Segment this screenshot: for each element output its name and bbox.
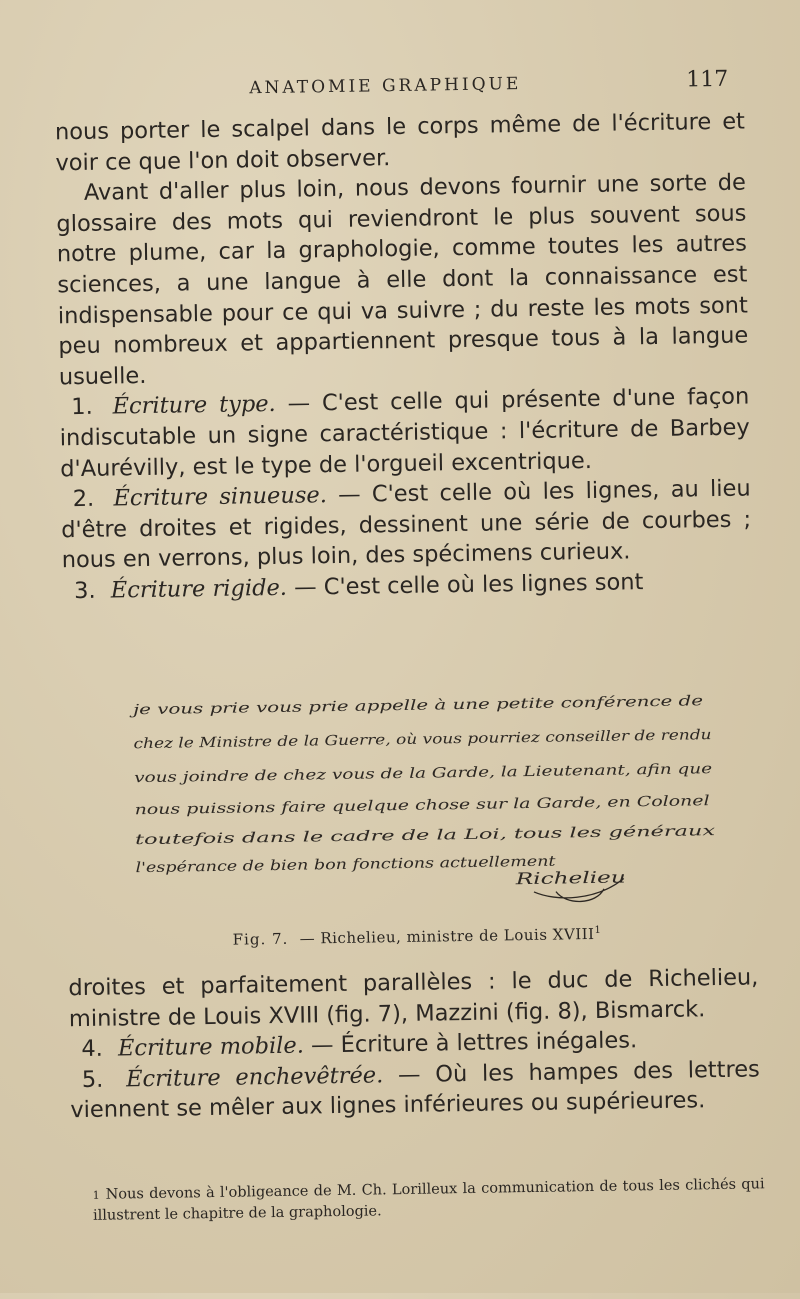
caption-text: — Richelieu, ministre de Louis XVIII: [299, 924, 595, 948]
page-number: 117: [686, 66, 729, 93]
item-term: Écriture enchevêtrée.: [125, 1062, 384, 1093]
handwriting-line: chez le Ministre de la Guerre, où vous pourriez conseiller de rendu: [133, 728, 611, 753]
item-number: 2.: [72, 485, 95, 513]
paragraph: droites et parfaitement parallèles : le duc de Richelieu, ministre de Louis XVIII (fig. 7), Mazzini (fig. 8), Bismarck.: [68, 964, 759, 1032]
figure-label: Fig. 7.: [232, 929, 289, 949]
item-term: Écriture type.: [112, 391, 276, 420]
signature: Richelieu: [515, 868, 592, 889]
item-number: 4.: [81, 1035, 104, 1063]
footnote-mark: 1: [92, 1188, 100, 1202]
footnote: [93, 1174, 766, 1227]
footnote-text: Nous devons à l'obligeance de M. Ch. Lorilleux la communication de tous les clichés qui illustrent le chapitre de la graphologie.: [92, 1176, 765, 1224]
paragraph: Avant d'aller plus loin, nous devons fournir une sorte de glossaire des mots qui reviendront le plus souvent sous notre plume, car la graphologie, comme toutes les autres sciences, a une langue à elle dont la connaissance est indispensable pour ce qui va suivre ; du reste les mots sont peu nombreux et appartiennent presque tous à la langue usuelle.: [56, 169, 749, 391]
body-text: [55, 107, 753, 607]
item-definition: — C'est celle où les lignes, au lieu d'être droites et rigides, dessinent une série de courbes ; nous en verrons, plus loin, des spécimens curieux.: [61, 475, 752, 574]
item-number: 5.: [81, 1066, 104, 1093]
item-definition: — C'est celle où les lignes sont: [293, 569, 644, 601]
figure-caption: [233, 925, 602, 949]
item-definition: — C'est celle qui présente d'une façon indiscutable un signe caractéristique : l'écriture de Barbey d'Aurévilly, est le type de l'orgueil excentrique.: [59, 383, 750, 482]
running-title: ANATOMIE GRAPHIQUE: [249, 74, 522, 99]
item-term: Écriture mobile.: [117, 1032, 305, 1062]
handwriting-line: nous puissions faire quelque chose sur la Garde, en Colonel: [134, 795, 560, 819]
handwriting-line: vous joindre de chez vous de la Garde, la Lieutenant, afin que: [134, 763, 574, 787]
glossary-item: [59, 382, 750, 485]
handwriting-specimen: [123, 677, 727, 916]
running-head: [0, 66, 792, 109]
item-term: Écriture sinueuse.: [113, 482, 328, 512]
item-definition: — Où les hampes des lettres viennent se mêler aux lignes inférieures ou supérieures.: [70, 1056, 760, 1124]
handwriting-line: l'espérance de bien bon fonctions actuellement: [135, 854, 472, 877]
glossary-item: [70, 1054, 761, 1126]
paragraph: nous porter le scalpel dans le corps même de l'écriture et voir ce que l'on doit observer.: [54, 108, 746, 176]
footnote-ref: 1: [594, 924, 602, 936]
item-term: Écriture rigide.: [110, 574, 288, 604]
item-number: 1.: [71, 394, 93, 421]
handwriting-line: je vous prie vous prie appelle à une petite conférence de: [132, 695, 537, 719]
glossary-item: [61, 474, 752, 577]
item-definition: — Écriture à lettres inégales.: [310, 1027, 638, 1059]
body-text-continued: [68, 962, 760, 1126]
item-number: 3.: [73, 577, 96, 605]
handwriting-line: toutefois dans le cadre de la Loi, tous les généraux: [134, 826, 498, 849]
